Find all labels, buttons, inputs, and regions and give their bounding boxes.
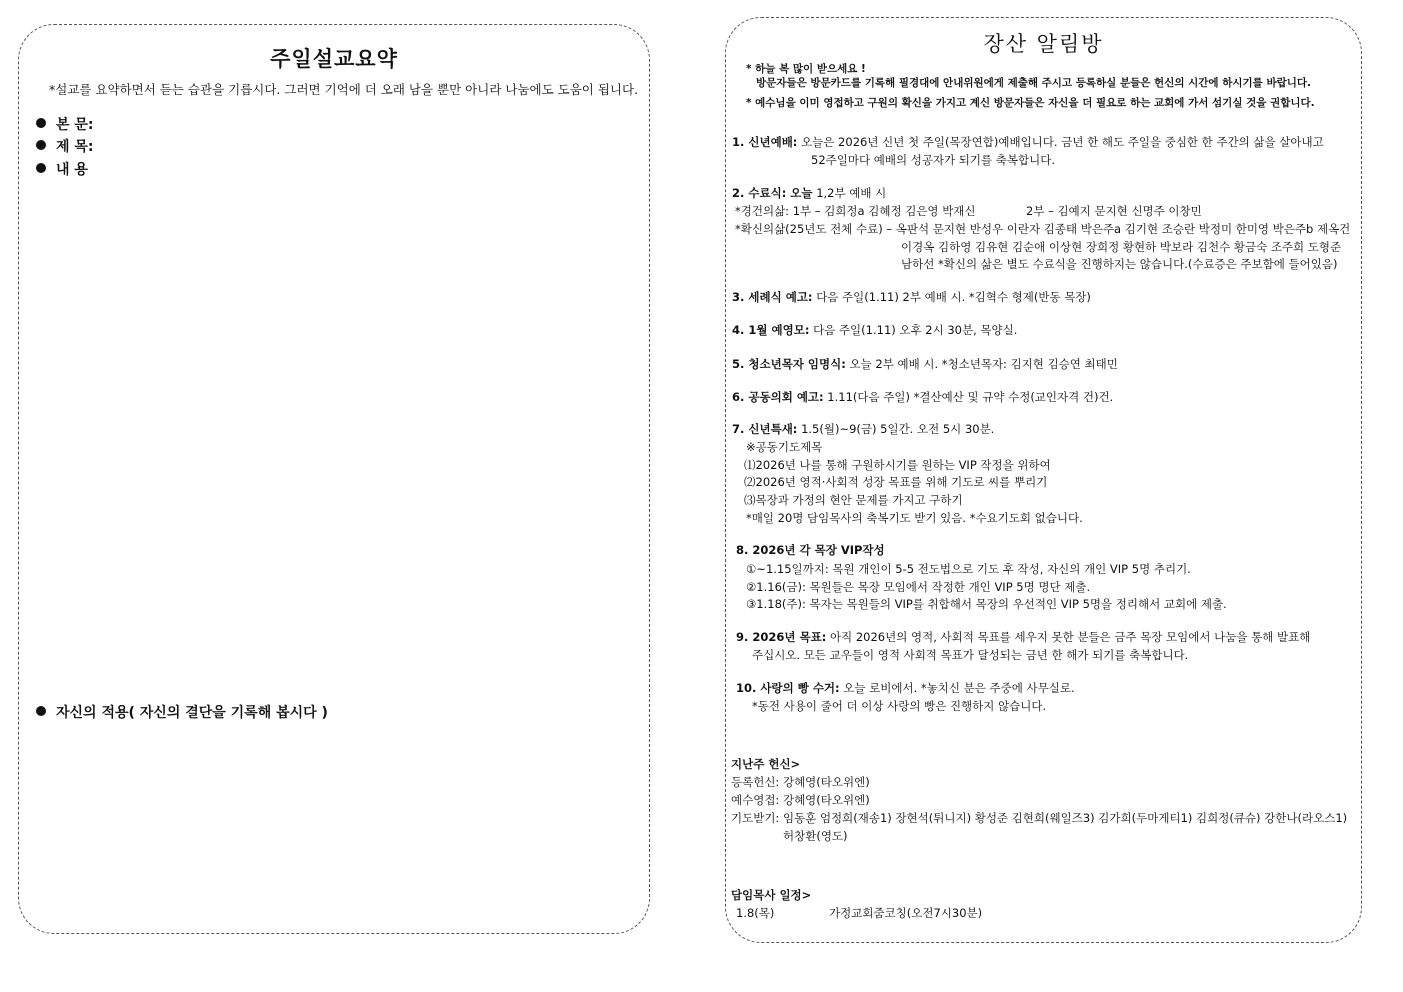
notice-2-text: 1,2부 예배 시: [816, 186, 887, 200]
pastor-schedule-date: 1.8(목): [736, 906, 775, 920]
application-field: [36, 702, 328, 722]
notice-7-text: 1.5(월)~9(금) 5일간. 오전 5시 30분.: [801, 422, 995, 436]
notice-3: [732, 289, 1091, 305]
content-field: [36, 159, 88, 179]
notice-2-line-1b: 2부 – 김예지 문지현 신명주 이창민: [1026, 204, 1202, 218]
notice-10-heading: 10. 사랑의 빵 수거:: [736, 681, 840, 695]
application-label: 자신의 적용( 자신의 결단을 기록해 봅시다 ): [56, 705, 328, 721]
notice-5-heading: 5. 청소년목자 임명식:: [732, 357, 846, 371]
sermon-summary-panel: [18, 24, 650, 934]
notice-2-line-1: *경건의삶: 1부 – 김희정a 김혜정 김은영 박재신: [735, 204, 976, 218]
notice-6-text: 1.11(다음 주일) *결산예산 및 규약 수정(교인자격 건)건.: [827, 390, 1114, 404]
last-week-heading: 지난주 헌신>: [731, 757, 801, 771]
notice-2-line-3: 이경옥 김하영 김유현 김순애 이상현 장희정 황현하 박보라 김천수 황금숙 조주희 도형준: [901, 240, 1342, 254]
notice-2-line-4: 남하선 *확신의 삶은 별도 수료식을 진행하지는 않습니다.(수료증은 주보함에 들어있음): [901, 257, 1338, 271]
notice-9-heading: 9. 2026년 목표:: [736, 630, 827, 644]
notice-8-heading: 8. 2026년 각 목장 VIP작성: [736, 543, 885, 557]
notice-2: [732, 185, 886, 201]
sermon-summary-title: 주일설교요약: [270, 47, 398, 71]
notice-7-line-4: ⑶목장과 가정의 현안 문제를 가지고 구하기: [744, 493, 963, 507]
notice-9: [736, 629, 1310, 645]
sermon-title-label: 제 목:: [56, 139, 94, 155]
notice-7-heading: 7. 신년특새:: [732, 422, 798, 436]
bullet-icon: [36, 118, 46, 128]
notice-5: [732, 356, 1118, 372]
notice-7-line-3: ⑵2026년 영적·사회적 성장 목표를 위해 기도로 씨를 뿌리기: [744, 475, 1048, 489]
notice-4-text: 다음 주일(1.11) 오후 2시 30분, 목양실.: [813, 323, 1018, 337]
bullet-icon: [36, 163, 46, 173]
greeting-line-3: * 예수님을 이미 영접하고 구원의 확신을 가지고 계신 방문자들은 자신을 더 필요로 하는 교회에 가서 섬기실 것을 권합니다.: [746, 97, 1315, 109]
scripture-label: 본 문:: [56, 117, 94, 133]
last-week-registration: 등록헌신: 강혜영(타오위엔): [731, 775, 870, 789]
notice-1-text: 오늘은 2026년 신년 첫 주일(목장연합)예배입니다. 금년 한 해도 주일을 중심한 한 주간의 삶을 살아내고: [801, 135, 1324, 149]
scripture-field: [36, 114, 94, 134]
content-label: 내 용: [56, 162, 88, 178]
notice-7-line-2: ⑴2026년 나를 통해 구원하시기를 원하는 VIP 작정을 위하여: [744, 458, 1051, 472]
announcements-panel: [725, 17, 1362, 943]
notice-9-text: 아직 2026년의 영적, 사회적 목표를 세우지 못한 분들은 금주 목장 모임에서 나눔을 통해 발표해: [829, 630, 1311, 644]
pastor-schedule-text: 가정교회줌코칭(오전7시30분): [829, 906, 983, 920]
greeting-line-1: * 하늘 복 많이 받으세요 !: [746, 63, 866, 75]
notice-1: [732, 134, 1324, 150]
sermon-summary-intro: *설교를 요약하면서 듣는 습관을 기릅시다. 그러면 기억에 더 오래 남을 뿐만 아니라 나눔에도 도움이 됩니다.: [49, 82, 639, 97]
notice-8-line-3: ③1.18(주): 목자는 목원들의 VIP를 취합해서 목장의 우선적인 VIP 5명을 정리해서 교회에 제출.: [746, 597, 1227, 611]
notice-8-line-1: ①~1.15일까지: 목원 개인이 5-5 전도법으로 기도 후 작성, 자신의 개인 VIP 5명 추리기.: [746, 562, 1191, 576]
notice-5-text: 오늘 2부 예배 시. *청소년목자: 김지현 김승연 최태민: [849, 357, 1118, 371]
bullet-icon: [36, 706, 46, 716]
sermon-title-field: [36, 136, 94, 156]
notice-1-heading: 1. 신년예배:: [732, 135, 798, 149]
pastor-schedule-heading: 담임목사 일정>: [731, 888, 812, 902]
bullet-icon: [36, 140, 46, 150]
last-week-prayer: 기도받기: 임동훈 엄정희(재송1) 장현석(튀니지) 황성준 김현희(웨일즈3) 김가희(두마게티1) 김희정(큐슈) 강한나(라오스1): [731, 811, 1348, 825]
last-week-acceptance: 예수영접: 강혜영(타오위엔): [731, 793, 870, 807]
notice-7-line-1: ※공동기도제목: [746, 440, 823, 454]
notice-2-line-2: *확신의삶(25년도 전체 수료) – 옥판석 문지현 반성우 이란자 김종태 박은주a 김기현 조승란 박정미 한미영 박은주b 제옥건: [735, 222, 1351, 236]
notice-10-text-2: *동전 사용이 줄어 더 이상 사랑의 빵은 진행하지 않습니다.: [752, 699, 1047, 713]
notice-6: [732, 389, 1113, 405]
notice-1-text-2: 52주일마다 예배의 성공자가 되기를 축복합니다.: [811, 153, 1055, 167]
notice-7: [732, 421, 994, 437]
announcements-title: 장산 알림방: [983, 32, 1104, 56]
greeting-line-2: 방문자들은 방문카드를 기록해 필경대에 안내위원에게 제출해 주시고 등록하실 분들은 헌신의 시간에 하시기를 바랍니다.: [756, 77, 1312, 89]
notice-6-heading: 6. 공동의회 예고:: [732, 390, 824, 404]
notice-8-line-2: ②1.16(금): 목원들은 목장 모임에서 작정한 개인 VIP 5명 명단 제출.: [746, 580, 1091, 594]
notice-7-line-5: *매일 20명 담임목사의 축복기도 받기 있음. *수요기도회 없습니다.: [746, 511, 1083, 525]
notice-9-text-2: 주십시오. 모든 교우들이 영적 사회적 목표가 달성되는 금년 한 해가 되기를 축복합니다.: [752, 648, 1189, 662]
notice-2-heading: 2. 수료식: 오늘: [732, 186, 813, 200]
notice-10: [736, 680, 1075, 696]
notice-4-heading: 4. 1월 예영모:: [732, 323, 810, 337]
notice-10-text: 오늘 로비에서. *놓치신 분은 주중에 사무실로.: [843, 681, 1075, 695]
notice-3-text: 다음 주일(1.11) 2부 예배 시. *김혁수 형제(반동 목장): [816, 290, 1091, 304]
notice-4: [732, 322, 1017, 338]
notice-3-heading: 3. 세례식 예고:: [732, 290, 813, 304]
last-week-prayer-2: 허창환(영도): [783, 829, 848, 843]
